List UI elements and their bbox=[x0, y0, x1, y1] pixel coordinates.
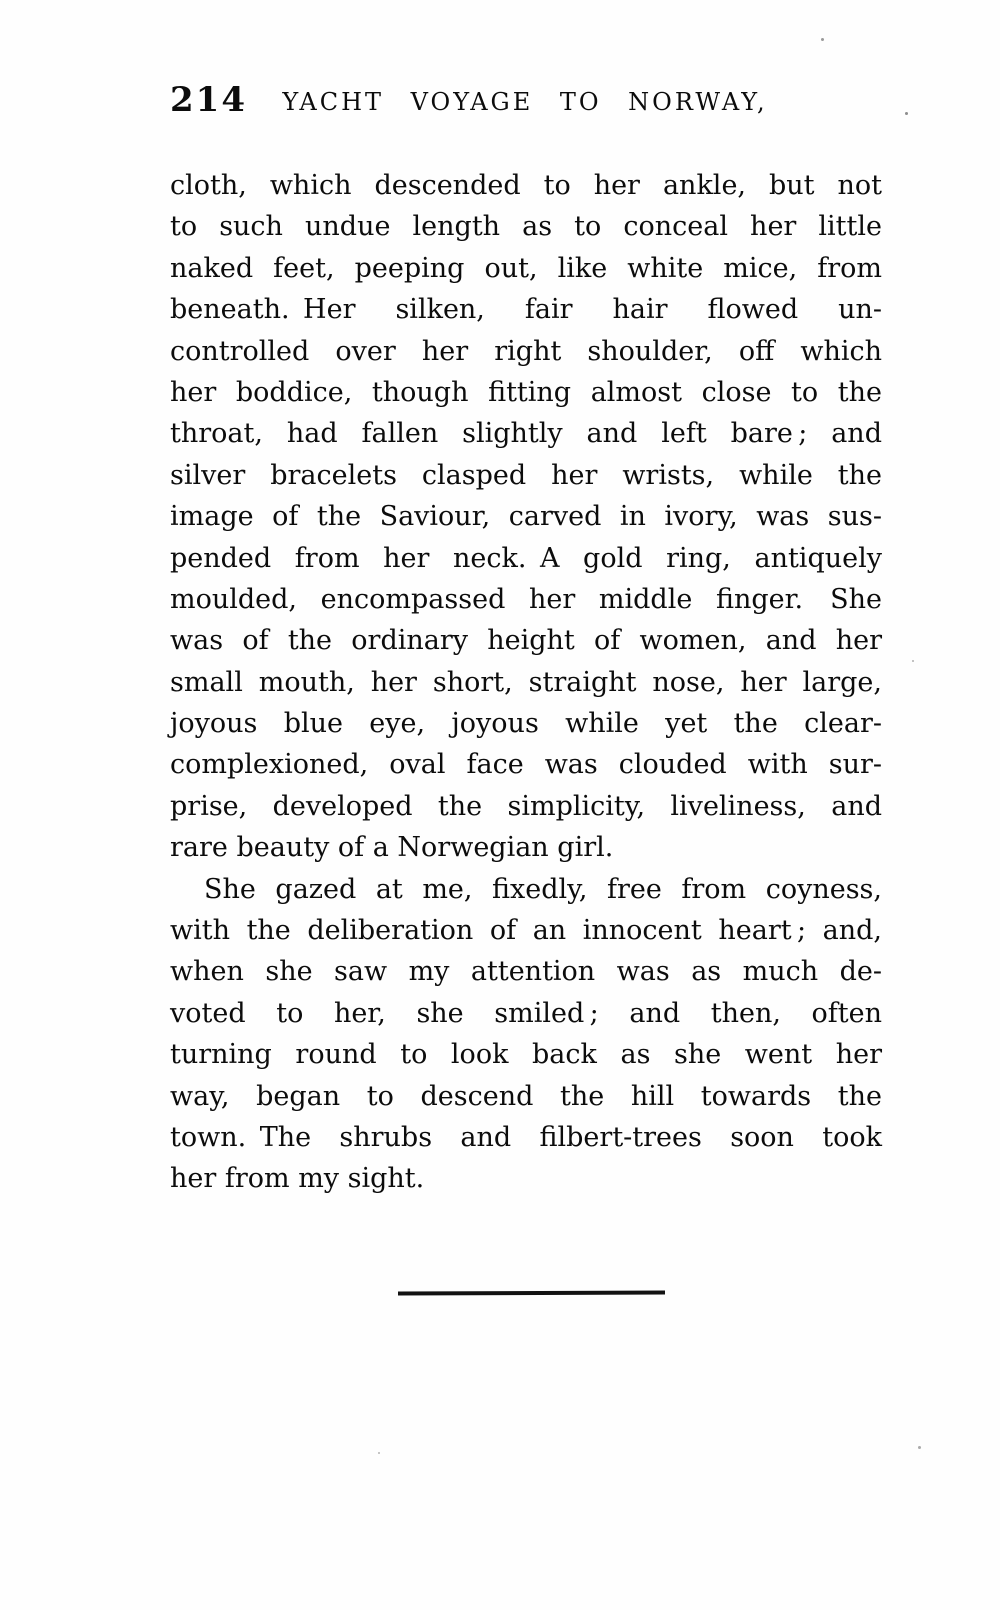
text-line: complexioned, oval face was clouded with sur- bbox=[170, 749, 882, 781]
text-line: image of the Saviour, carved in ivory, was sus- bbox=[170, 501, 882, 533]
scan-speck bbox=[912, 660, 914, 662]
text-line: moulded, encompassed her middle finger. She bbox=[170, 583, 882, 615]
text-line: controlled over her right shoulder, off which bbox=[170, 335, 882, 367]
text-line: to such undue length as to conceal her little bbox=[170, 211, 882, 243]
paragraph-1 bbox=[170, 165, 882, 869]
scan-speck bbox=[821, 38, 824, 41]
text-line: her from my sight. bbox=[170, 1163, 425, 1195]
text-line: when she saw my attention was as much de- bbox=[170, 956, 882, 988]
text-line: silver bracelets clasped her wrists, while the bbox=[170, 459, 882, 491]
text-line: turning round to look back as she went her bbox=[170, 1039, 882, 1071]
running-head: YACHT VOYAGE TO NORWAY, bbox=[282, 88, 768, 116]
section-divider bbox=[398, 1291, 665, 1295]
text-line: town. The shrubs and filbert-trees soon took bbox=[170, 1121, 882, 1153]
text-line: pended from her neck. A gold ring, antiquely bbox=[170, 542, 882, 574]
text-line: voted to her, she smiled ; and then, often bbox=[170, 997, 882, 1029]
scan-speck bbox=[918, 1446, 921, 1449]
paragraph-2 bbox=[170, 869, 882, 1200]
page-number: 214 bbox=[170, 80, 247, 120]
text-line: naked feet, peeping out, like white mice, from bbox=[170, 252, 882, 284]
text-line: throat, had fallen slightly and left bare ; and bbox=[170, 418, 882, 450]
text-line: prise, developed the simplicity, liveliness, and bbox=[170, 790, 882, 822]
body-text bbox=[170, 165, 882, 1200]
text-line: joyous blue eye, joyous while yet the clear- bbox=[170, 708, 882, 740]
text-line: was of the ordinary height of women, and her bbox=[170, 625, 882, 657]
text-line: She gazed at me, fixedly, free from coyness, bbox=[204, 873, 882, 905]
scan-speck bbox=[905, 112, 908, 115]
text-line: beneath. Her silken, fair hair flowed un- bbox=[170, 294, 882, 326]
text-line: way, began to descend the hill towards the bbox=[170, 1080, 882, 1112]
scan-speck bbox=[378, 1452, 380, 1454]
text-line: her boddice, though fitting almost close to the bbox=[170, 376, 882, 408]
text-line: with the deliberation of an innocent heart ; and, bbox=[170, 915, 882, 947]
text-line: cloth, which descended to her ankle, but not bbox=[170, 170, 882, 201]
text-line: rare beauty of a Norwegian girl. bbox=[170, 832, 614, 864]
text-line: small mouth, her short, straight nose, her large, bbox=[170, 666, 882, 698]
